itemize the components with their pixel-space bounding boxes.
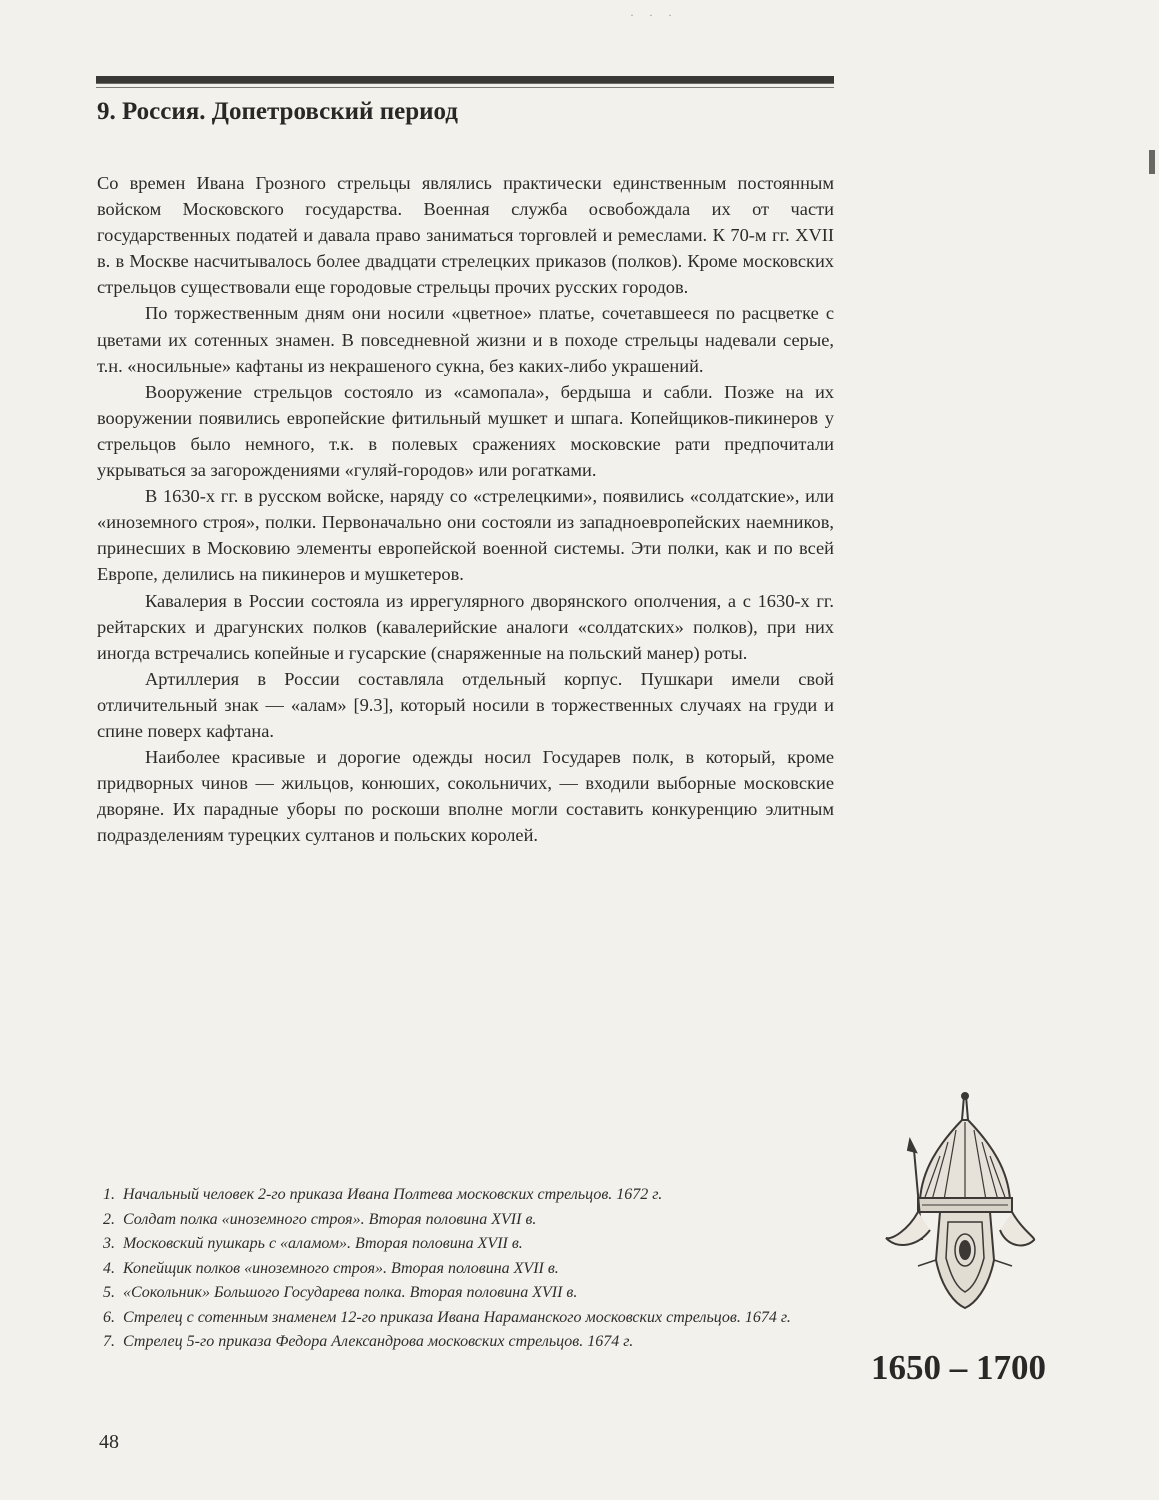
scan-specks: · · · <box>630 8 678 22</box>
caption-number: 1. <box>103 1186 115 1203</box>
caption-item <box>103 1257 843 1282</box>
paragraph: Вооружение стрельцов состояло из «самопала», бердыша и сабли. Позже на их вооружении появились европейские фитильный мушкет и шпага. Копейщиков-пикинеров у стрельцов было немного, т.к. в полевых сражениях московские рати предпочитали укрываться за загорождениями «гуляй-городов» или рогатками. <box>97 381 834 481</box>
caption-item <box>103 1330 843 1355</box>
caption-number: 5. <box>103 1284 115 1301</box>
caption-text: Стрелец 5-го приказа Федора Александрова московских стрельцов. 1674 г. <box>123 1333 634 1350</box>
caption-text: Начальный человек 2-го приказа Ивана Полтева московских стрельцов. 1672 г. <box>123 1186 663 1203</box>
caption-item <box>103 1208 843 1233</box>
caption-number: 2. <box>103 1210 115 1228</box>
caption-item <box>103 1281 843 1306</box>
page-number: 48 <box>99 1431 119 1453</box>
chapter-title: 9. Россия. Допетровский период <box>97 98 458 125</box>
caption-text: Московский пушкарь с «аламом». Вторая половина XVII в. <box>123 1235 523 1252</box>
caption-number: 3. <box>103 1235 115 1252</box>
caption-item <box>103 1183 843 1208</box>
figure-captions <box>103 1183 843 1355</box>
caption-number: 7. <box>103 1333 115 1350</box>
caption-number: 6. <box>103 1308 115 1326</box>
paragraph: По торжественным дням они носили «цветное» платье, сочетавшееся по расцветке с цветами их сотенных знамен. В повседневной жизни и в походе стрельцы надевали серые, т.н. «носильные» кафтаны из некрашеного сукна, без каких-либо украшений. <box>97 303 834 376</box>
caption-item <box>103 1306 843 1331</box>
period-label: 1650 – 1700 <box>871 1348 1046 1387</box>
scan-edge-mark <box>1149 150 1155 174</box>
caption-text: Копейщик полков «иноземного строя». Вторая половина XVII в. <box>123 1259 559 1277</box>
paragraph: В 1630-х гг. в русском войске, наряду со «стрелецкими», появились «солдатские», или «иноземного строя», полки. Первоначально они состояли из западноевропейских наемников, принесших в Московию элементы европейской военной системы. Эти полки, как и по всей Европе, делились на пикинеров и мушкетеров. <box>97 486 834 585</box>
header-rule-thin <box>96 87 834 88</box>
caption-text: Стрелец с сотенным знаменем 12-го приказа Ивана Нараманского московских стрельцов. 1674 г. <box>123 1308 791 1326</box>
caption-text: «Сокольник» Большого Государева полка. Вторая половина XVII в. <box>123 1284 578 1301</box>
caption-item <box>103 1232 843 1257</box>
header-rule <box>96 76 834 84</box>
paragraph: Кавалерия в России состояла из иррегулярного дворянского ополчения, а с 1630-х гг. рейтарских и драгунских полков (кавалерийские аналоги «солдатских» полков), при них иногда встречались копейные и гусарские (снаряженные на польский манер) роты. <box>97 590 834 663</box>
caption-text: Солдат полка «иноземного строя». Вторая половина XVII в. <box>123 1210 537 1228</box>
caption-number: 4. <box>103 1259 115 1277</box>
helmet-icon <box>878 1090 1038 1325</box>
paragraph: Со времен Ивана Грозного стрельцы являлись практически единственным постоянным войском Московского государства. Военная служба освобождала их от части государственных податей и давала право заниматься торговлей и ремеслами. К 70-м гг. XVII в. в Москве насчитывалось более двадцати стрелецких приказов (полков). Кроме московских стрельцов существовали еще городовые стрельцы прочих русских городов. <box>97 173 834 298</box>
body-text <box>97 170 834 848</box>
paragraph: Наиболее красивые и дорогие одежды носил Государев полк, в который, кроме придворных чинов — жильцов, конюших, сокольничих, — входили выборные московские дворяне. Их парадные уборы по роскоши вполне могли составить конкуренцию элитным подразделениям турецких султанов и польских королей. <box>97 747 834 846</box>
paragraph: Артиллерия в России составляла отдельный корпус. Пушкари имели свой отличительный знак — «алам» [9.3], который носили в торжественных случаях на груди и спине поверх кафтана. <box>97 668 834 741</box>
